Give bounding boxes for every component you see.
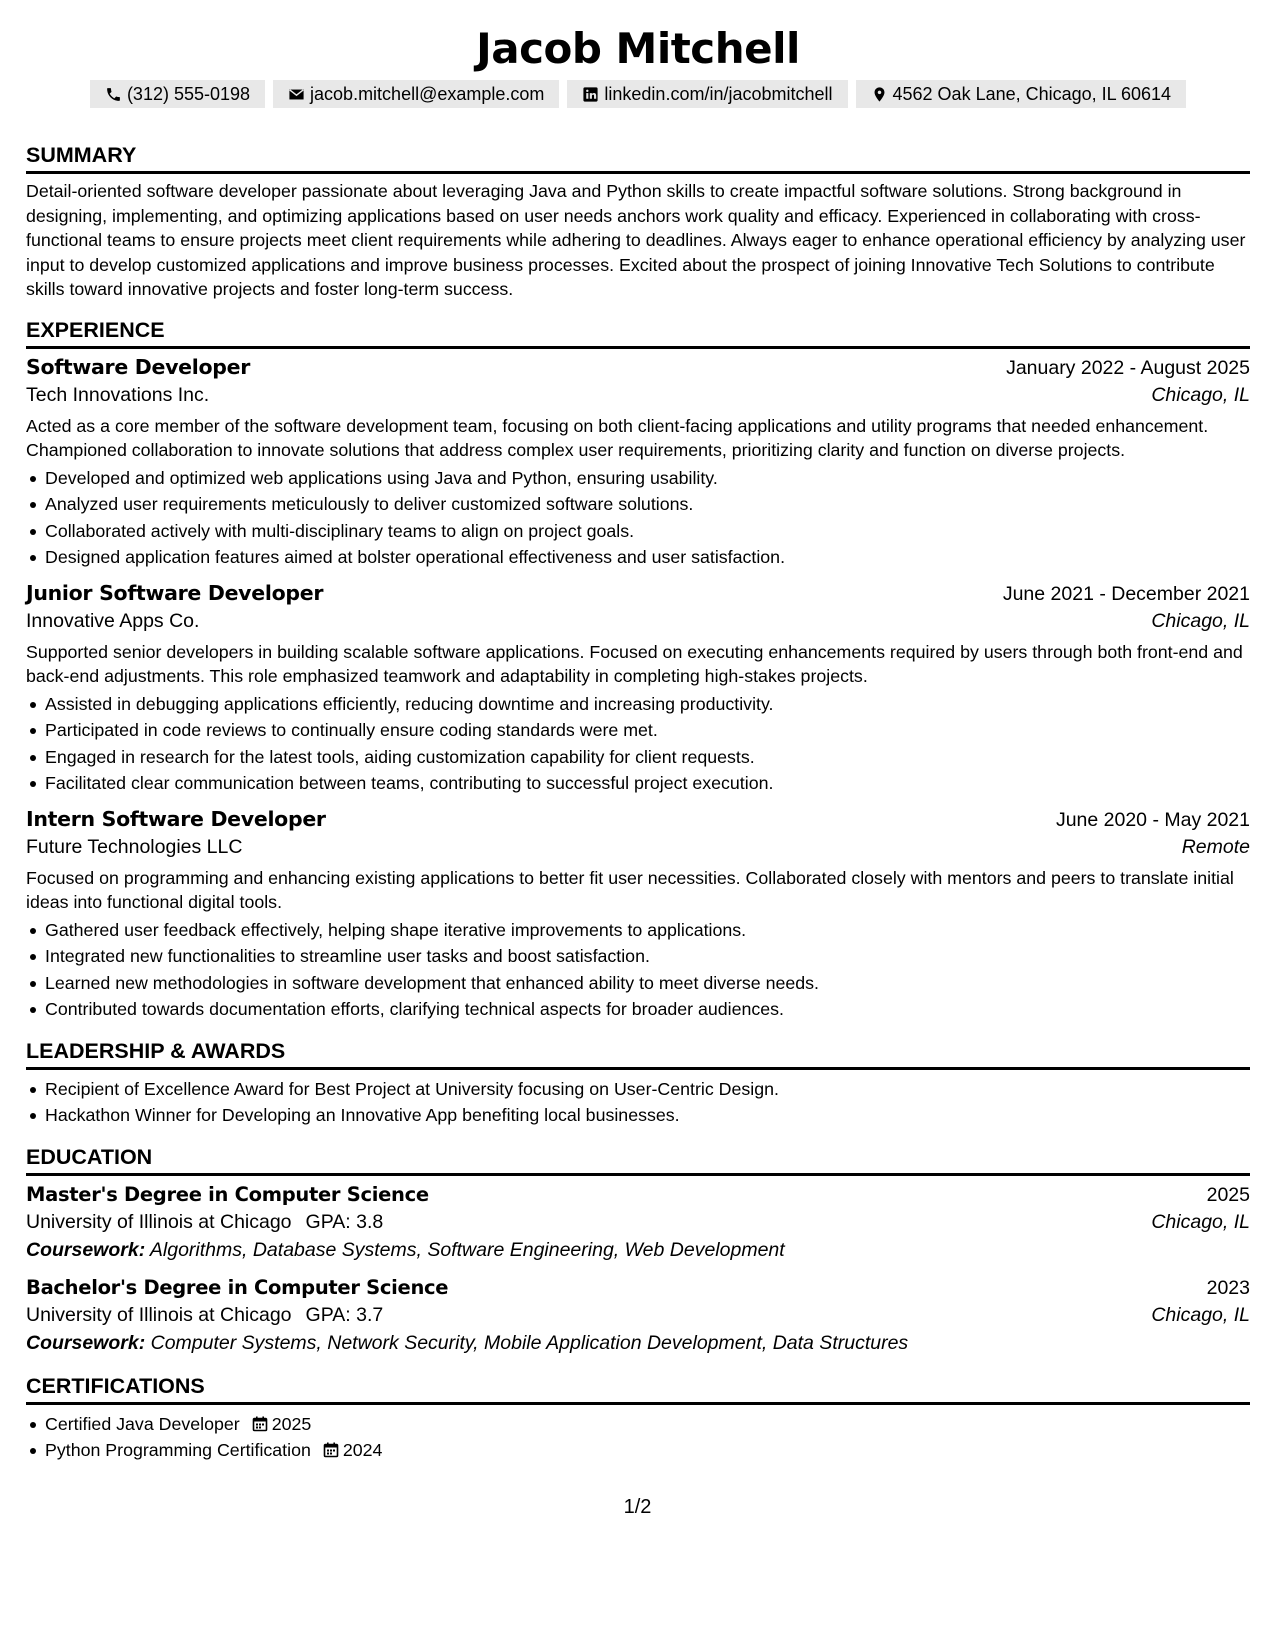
job-dates: January 2022 - August 2025 (1006, 356, 1250, 379)
certification-name: Certified Java Developer (45, 1413, 240, 1434)
awards-section (26, 1038, 1250, 1129)
education-entry (26, 1183, 1250, 1262)
coursework (26, 1332, 1250, 1355)
calendar-icon (252, 1416, 268, 1432)
list-item: Learned new methodologies in software development that enhanced ability to meet diverse needs. (26, 970, 1250, 997)
list-item: Participated in code reviews to continually ensure coding standards were met. (26, 717, 1250, 744)
job-description: Focused on programming and enhancing existing applications to better fit user necessities. Collaborated closely with mentors and peers to translate initial ideas into functional digital tools. (26, 867, 1234, 912)
job-entry (26, 581, 1250, 797)
job-company: Future Technologies LLC (26, 835, 243, 858)
list-item (26, 1411, 1250, 1438)
linkedin-text: linkedin.com/in/jacobmitchell (604, 83, 833, 104)
list-item: Facilitated clear communication between teams, contributing to successful project execution. (26, 770, 1250, 797)
linkedin-icon (582, 86, 599, 103)
job-entry (26, 807, 1250, 1023)
certifications-section (26, 1373, 1250, 1464)
list-item: Gathered user feedback effectively, helping shape iterative improvements to applications. (26, 917, 1250, 944)
page-number: 1/2 (623, 1496, 652, 1518)
coursework (26, 1239, 1250, 1262)
coursework-label: Coursework: (26, 1331, 146, 1354)
job-title: Junior Software Developer (26, 580, 324, 605)
job-entry (26, 355, 1250, 571)
contact-linkedin[interactable] (567, 80, 847, 108)
job-bullets (26, 691, 1250, 797)
job-description: Acted as a core member of the software development team, focusing on both client-facing applications and utility programs that needed enhancement. Championed collaboration to innovate solutions that address complex user requirements, prioritizing clarity and function on diverse projects. (26, 415, 1209, 460)
job-company: Innovative Apps Co. (26, 609, 200, 632)
coursework-label: Coursework: (26, 1238, 146, 1261)
email-text: jacob.mitchell@example.com (310, 83, 545, 104)
gpa-value: GPA: 3.7 (305, 1303, 384, 1326)
degree-title: Bachelor's Degree in Computer Science (26, 1275, 449, 1299)
list-item: Contributed towards documentation efforts, clarifying technical aspects for broader audiences. (26, 996, 1250, 1023)
address-text: 4562 Oak Lane, Chicago, IL 60614 (892, 83, 1172, 104)
job-company: Tech Innovations Inc. (26, 383, 210, 406)
degree-year: 2023 (1206, 1276, 1250, 1299)
certification-name: Python Programming Certification (45, 1440, 311, 1460)
list-item: Designed application features aimed at bolster operational effectiveness and user satisfaction. (26, 544, 1250, 571)
summary-section (26, 142, 1250, 302)
list-item: Recipient of Excellence Award for Best Project at University focusing on User-Centric Design. (26, 1076, 1250, 1103)
resume-page (26, 0, 1250, 1464)
contact-address (856, 80, 1187, 108)
summary-text: Detail-oriented software developer passionate about leveraging Java and Python skills to create impactful software solutions. Strong background in designing, implementing, and optimizing applications based on user needs anchors work quality and efficacy. Experienced in collaborating with cross-functional teams to ensure projects meet client requirements while adhering to deadlines. Always eager to enhance operational efficiency by analyzing user input to develop customized applications and improve business processes. Excited about the prospect of joining Innovative Tech Solutions to contribute skills toward innovative projects and foster long-term success. (26, 181, 1246, 299)
school-name: University of Illinois at Chicago (26, 1303, 292, 1326)
phone-icon (105, 86, 122, 103)
coursework-text: Algorithms, Database Systems, Software Engineering, Web Development (149, 1238, 785, 1261)
section-title: SUMMARY (26, 142, 1250, 174)
candidate-name: Jacob Mitchell (476, 24, 800, 73)
envelope-icon (288, 86, 305, 103)
contact-email[interactable] (273, 80, 559, 108)
phone-text: (312) 555-0198 (126, 83, 251, 104)
job-location: Chicago, IL (1151, 609, 1250, 632)
coursework-text: Computer Systems, Network Security, Mobile Application Development, Data Structures (150, 1331, 909, 1354)
list-item: Integrated new functionalities to streamline user tasks and boost satisfaction. (26, 943, 1250, 970)
school-name: University of Illinois at Chicago (26, 1210, 292, 1233)
gpa-value: GPA: 3.8 (305, 1210, 384, 1233)
list-item (26, 1437, 1250, 1464)
list-item: Analyzed user requirements meticulously to deliver customized software solutions. (26, 491, 1250, 518)
degree-title: Master's Degree in Computer Science (26, 1182, 429, 1206)
education-section (26, 1144, 1250, 1355)
contact-bar (26, 80, 1250, 108)
job-location: Chicago, IL (1151, 383, 1250, 406)
education-entry (26, 1276, 1250, 1355)
contact-phone[interactable] (90, 80, 265, 108)
certification-year: 2024 (342, 1440, 383, 1460)
list-item: Assisted in debugging applications efficiently, reducing downtime and increasing productivity. (26, 691, 1250, 718)
list-item: Hackathon Winner for Developing an Innovative App benefiting local businesses. (26, 1102, 1250, 1129)
map-pin-icon (871, 86, 888, 103)
list-item: Developed and optimized web applications using Java and Python, ensuring usability. (26, 465, 1250, 492)
school-location: Chicago, IL (1151, 1210, 1250, 1233)
certifications-list (26, 1411, 1250, 1464)
school-location: Chicago, IL (1151, 1303, 1250, 1326)
degree-year: 2025 (1206, 1183, 1250, 1206)
experience-section (26, 317, 1250, 1023)
section-title: EXPERIENCE (26, 317, 1250, 349)
job-dates: June 2021 - December 2021 (1002, 582, 1250, 605)
job-description: Supported senior developers in building scalable software applications. Focused on executing enhancements required by users through both front-end and back-end adjustments. This role emphasized teamwork and adaptability in completing high-stakes projects. (26, 641, 1243, 686)
section-title: EDUCATION (26, 1144, 1250, 1176)
certification-year: 2025 (271, 1413, 312, 1434)
calendar-icon (323, 1442, 339, 1458)
job-location: Remote (1181, 835, 1250, 858)
awards-list (26, 1076, 1250, 1129)
job-dates: June 2020 - May 2021 (1055, 808, 1250, 831)
job-title: Intern Software Developer (26, 806, 326, 831)
section-title: LEADERSHIP & AWARDS (26, 1038, 1250, 1070)
job-bullets (26, 917, 1250, 1023)
list-item: Collaborated actively with multi-disciplinary teams to align on project goals. (26, 518, 1250, 545)
job-bullets (26, 465, 1250, 571)
job-title: Software Developer (26, 354, 251, 379)
section-title: CERTIFICATIONS (26, 1373, 1250, 1405)
list-item: Engaged in research for the latest tools, aiding customization capability for client requests. (26, 744, 1250, 771)
